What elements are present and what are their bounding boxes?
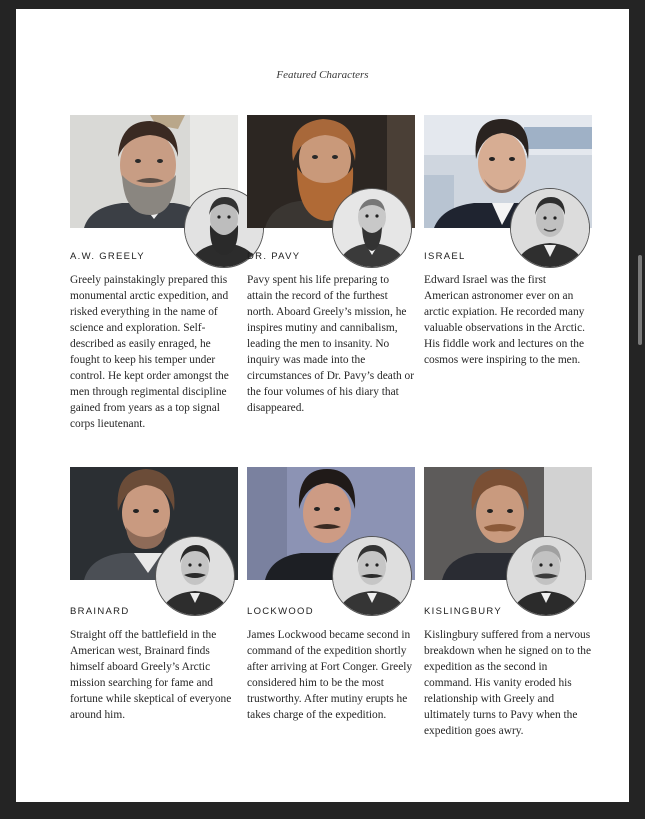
- section-title: Featured Characters: [276, 69, 369, 81]
- character-bio-lockwood: James Lockwood became second in command of the expedition shortly after arriving at Fort Conger. Greely considered him to be the most trustworthy. After mutiny erupts he takes charge of the expedition.: [247, 629, 413, 721]
- character-card-brainard: [70, 467, 238, 580]
- historical-portrait-kislingbury: [506, 536, 586, 616]
- character-card-pavy: [247, 115, 415, 228]
- character-bio-brainard: Straight off the battlefield in the American west, Brainard finds himself aboard Greely’s Arctic mission searching for fame and fortune while skeptical of everyone around him.: [70, 629, 232, 721]
- historical-portrait-israel: [510, 188, 590, 268]
- character-card-lockwood: [247, 467, 415, 580]
- character-bio-greely: Greely painstakingly prepared this monumental arctic expedition, and risked everything in the name of science and exploration. Self-described as easily enraged, he fought to keep his temper under control. He kept order amongst the men through regimental discipline gained from years as a top signal corps lieutenant.: [70, 274, 229, 430]
- character-card-kislingbury: [424, 467, 592, 580]
- character-card-greely: [70, 115, 238, 228]
- character-name-lockwood: LOCKWOOD: [247, 606, 314, 617]
- historical-portrait-brainard: [155, 536, 235, 616]
- historical-portrait-pavy: [332, 188, 412, 268]
- character-card-israel: [424, 115, 592, 228]
- vertical-scrollbar[interactable]: [638, 255, 642, 345]
- historical-portrait-lockwood: [332, 536, 412, 616]
- character-name-israel: ISRAEL: [424, 251, 466, 262]
- character-bio-israel: Edward Israel was the first American astronomer ever on an arctic expiation. He recorded many valuable observations in the Arctic. His fiddle work and lectures on the cosmos were inspiring to the men.: [424, 274, 586, 366]
- character-name-brainard: BRAINARD: [70, 606, 130, 617]
- character-name-greely: A.W. GREELY: [70, 251, 145, 262]
- character-bio-kislingbury: Kislingbury suffered from a nervous breakdown when he signed on to the expedition as the second in command. His vanity eroded his relationship with Greely and ultimately turns to Pavy when the expedition goes awry.: [424, 629, 592, 737]
- character-bio-pavy: Pavy spent his life preparing to attain the record of the furthest north. Aboard Greely’s mission, he inspires mutiny and cannibalism, leading the men to insanity. No inquiry was made into the circumstances of Dr. Pavy’s death or the four volumes of his diary that disappeared.: [247, 274, 415, 414]
- character-name-kislingbury: KISLINGBURY: [424, 606, 503, 617]
- character-name-pavy: DR. PAVY: [247, 251, 301, 262]
- document-page: [16, 9, 629, 802]
